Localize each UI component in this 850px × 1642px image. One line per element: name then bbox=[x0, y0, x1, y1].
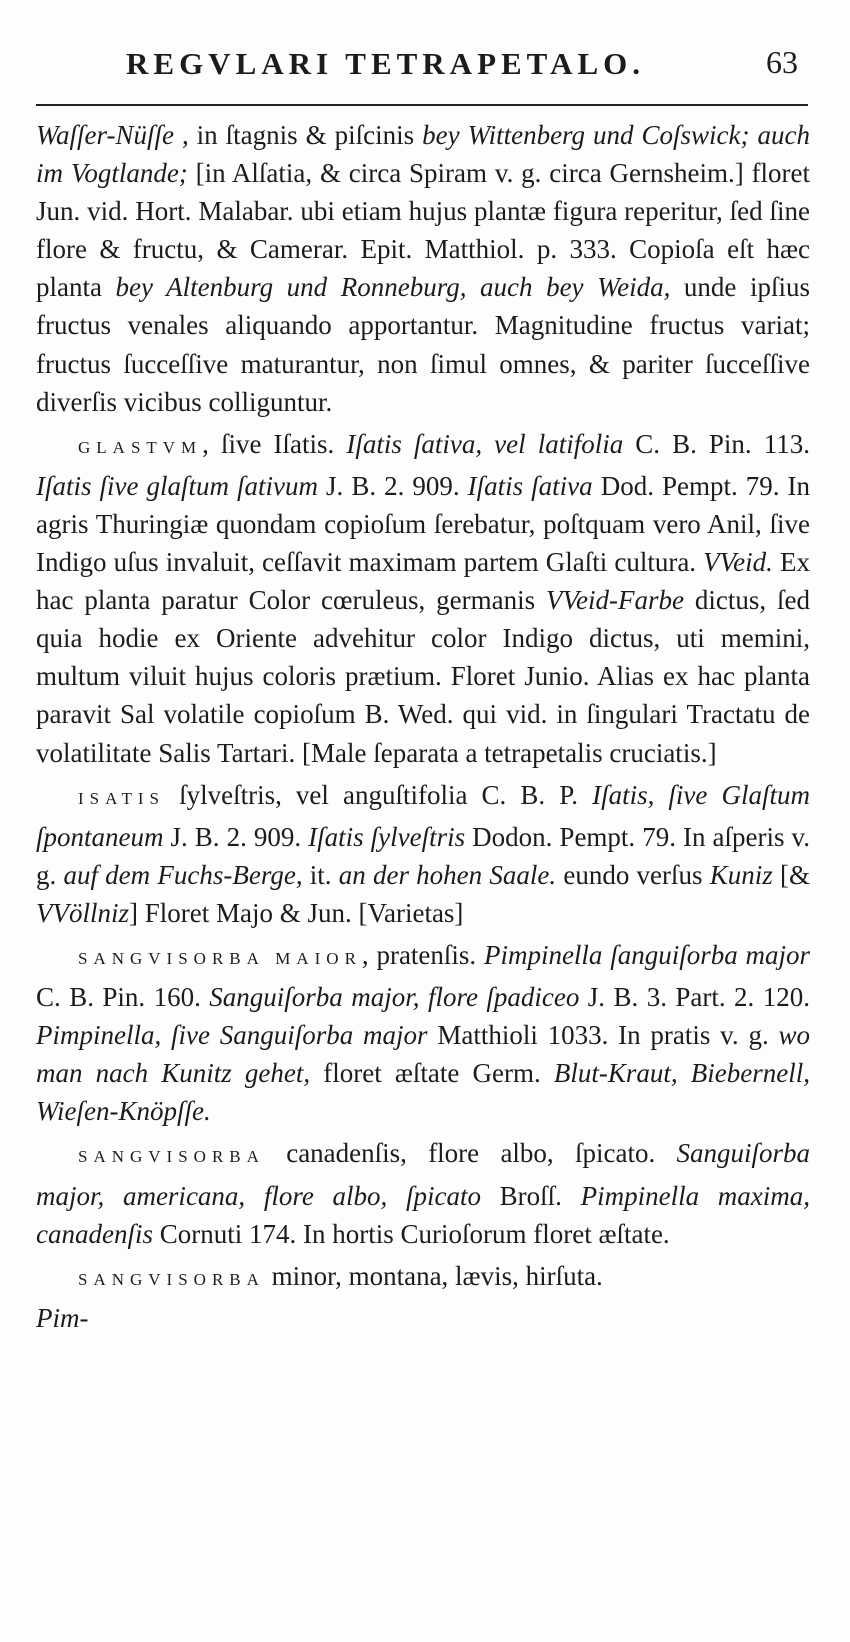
italic-text: VVeid. bbox=[703, 547, 773, 578]
text-run: unde ipſius fructus venales aliquando apportantur. Magnitudine fructus variat; fructus ſucceſſive maturantur, non ſimul omnes, & pariter ſucceſſive diverſis vicibus colliguntur. bbox=[36, 272, 810, 417]
text-run: canadenſis, flore albo, ſpicato. bbox=[264, 1138, 677, 1169]
italic-text: Iſatis ſive glaſtum ſativum bbox=[36, 470, 319, 501]
text-run: [in Alſatia, & circa Spiram v. g. circa Gernsheim.] floret Jun. vid. Hort. Malabar. ubi etiam hujus plantæ figura reperitur, ſed ſine flore & fructu, & Camerar. Epit. Matthiol. p. 333. Copioſa eſt hæc planta bbox=[36, 158, 810, 303]
italic-text: Waſſer-Nüſſe bbox=[36, 120, 174, 150]
text-run: Broſſ. bbox=[480, 1180, 581, 1211]
text-run: C. B. Pin. 113. bbox=[623, 428, 810, 459]
text-run: ſylveſtris, vel anguſtifolia C. B. P. bbox=[165, 779, 593, 810]
italic-text: bey Wittenberg und Coſswick; auch im Vogtlande; bbox=[36, 120, 810, 189]
entry-headword: SANGVISORBA bbox=[78, 1147, 265, 1167]
entry-headword: ISATIS bbox=[78, 788, 166, 808]
text-run: floret æſtate Germ. bbox=[310, 1058, 554, 1089]
entry-headword: SANGVISORBA bbox=[78, 1269, 265, 1289]
header-rule bbox=[36, 104, 808, 106]
running-title: REGVLARI TETRAPETALO. bbox=[126, 46, 645, 81]
entry-glastum bbox=[36, 425, 810, 772]
italic-text: VVeid-Farbe bbox=[546, 585, 684, 616]
text-run: dictus, ſed quia hodie ex Oriente advehitur color Indigo dictus, uti memini, multum viluit hujus coloris prætium. Floret Junio. Alias ex hac planta paravit Sal volatile copioſum B. Wed. qui vid. in ſingulari Tractatu de volatilitate Salis Tartari. [Male ſeparata a tetrapetalis cruciatis.] bbox=[36, 585, 811, 768]
text-run: it. bbox=[302, 859, 339, 890]
italic-text: Blut-Kraut, Biebernell, Wieſen-Knöpſſe. bbox=[36, 1058, 810, 1127]
text-run: J. B. 3. Part. 2. 120. bbox=[579, 982, 810, 1013]
text-run: C. B. Pin. 160. bbox=[36, 982, 210, 1013]
entry-headword: SANGVISORBA MAIOR bbox=[78, 948, 362, 968]
entry-headword: GLASTVM bbox=[78, 437, 203, 457]
italic-text: Sanguiſorba major, flore ſpadiceo bbox=[209, 982, 580, 1013]
text-run: , in ſtagnis & piſcinis bbox=[173, 120, 423, 150]
text-run: Dodon. Pempt. 79. In aſperis v. g. bbox=[36, 821, 810, 890]
entry-sanguisorba-maior bbox=[36, 936, 810, 1130]
catchword: Pim- bbox=[36, 1302, 89, 1333]
text-run: ] Floret Majo & Jun. [Varietas] bbox=[129, 897, 464, 928]
paragraph-water-nut bbox=[36, 116, 810, 421]
italic-text: Iſatis, ſive Glaſtum ſpontaneum bbox=[36, 779, 810, 852]
italic-text: bey Altenburg und Ronneburg, auch bey Weida, bbox=[115, 272, 671, 303]
text-run: Ex hac planta paratur Color cœruleus, germanis bbox=[36, 547, 810, 616]
text-run: J. B. 2. 909. bbox=[318, 470, 468, 501]
italic-text: an der hohen Saale. bbox=[338, 859, 557, 890]
italic-text: Pimpinella ſanguiſorba major bbox=[483, 939, 811, 970]
entry-sanguisorba-canadensis bbox=[36, 1134, 810, 1252]
italic-text: Kuniz bbox=[709, 859, 773, 890]
italic-text: Sanguiſorba major, americana, flore albo, ſpicato bbox=[36, 1138, 810, 1211]
italic-text: auf dem Fuchs-Berge, bbox=[63, 859, 303, 890]
text-run: , pratenſis. bbox=[361, 939, 484, 970]
italic-text: Iſatis ſylveſtris bbox=[308, 821, 466, 852]
text-run: eundo verſus bbox=[556, 859, 710, 890]
text-run: [& bbox=[772, 859, 810, 890]
text-run: Matthioli 1033. In pratis v. g. bbox=[427, 1020, 779, 1051]
italic-text: Pimpinella, ſive Sanguiſorba major bbox=[36, 1020, 428, 1051]
text-run: , ſive Iſatis. bbox=[202, 428, 347, 459]
italic-text: Iſatis ſativa bbox=[467, 470, 593, 501]
italic-text: wo man nach Kunitz gehet, bbox=[36, 1020, 810, 1089]
italic-text: VVöllniz bbox=[36, 897, 129, 928]
text-run: Dod. Pempt. 79. In agris Thuringiæ quondam copioſum ſerebatur, poſtquam vero Anil, ſive Indigo uſus invaluit, ceſſavit maximam partem Glaſti cultura. bbox=[36, 470, 810, 578]
italic-text: Pimpinella maxima, canadenſis bbox=[36, 1180, 810, 1249]
text-run: minor, montana, lævis, hirſuta. bbox=[264, 1260, 603, 1291]
entry-sanguisorba-minor bbox=[36, 1257, 810, 1299]
page-number: 63 bbox=[766, 44, 798, 80]
running-head bbox=[126, 46, 798, 86]
entry-isatis-sylvestris bbox=[36, 776, 810, 932]
text-run: Cornuti 174. In hortis Curioſorum floret æſtate. bbox=[152, 1218, 670, 1249]
italic-text: Iſatis ſativa, vel latifolia bbox=[346, 428, 624, 459]
page-body bbox=[36, 116, 810, 1337]
text-run: J. B. 2. 909. bbox=[163, 821, 309, 852]
